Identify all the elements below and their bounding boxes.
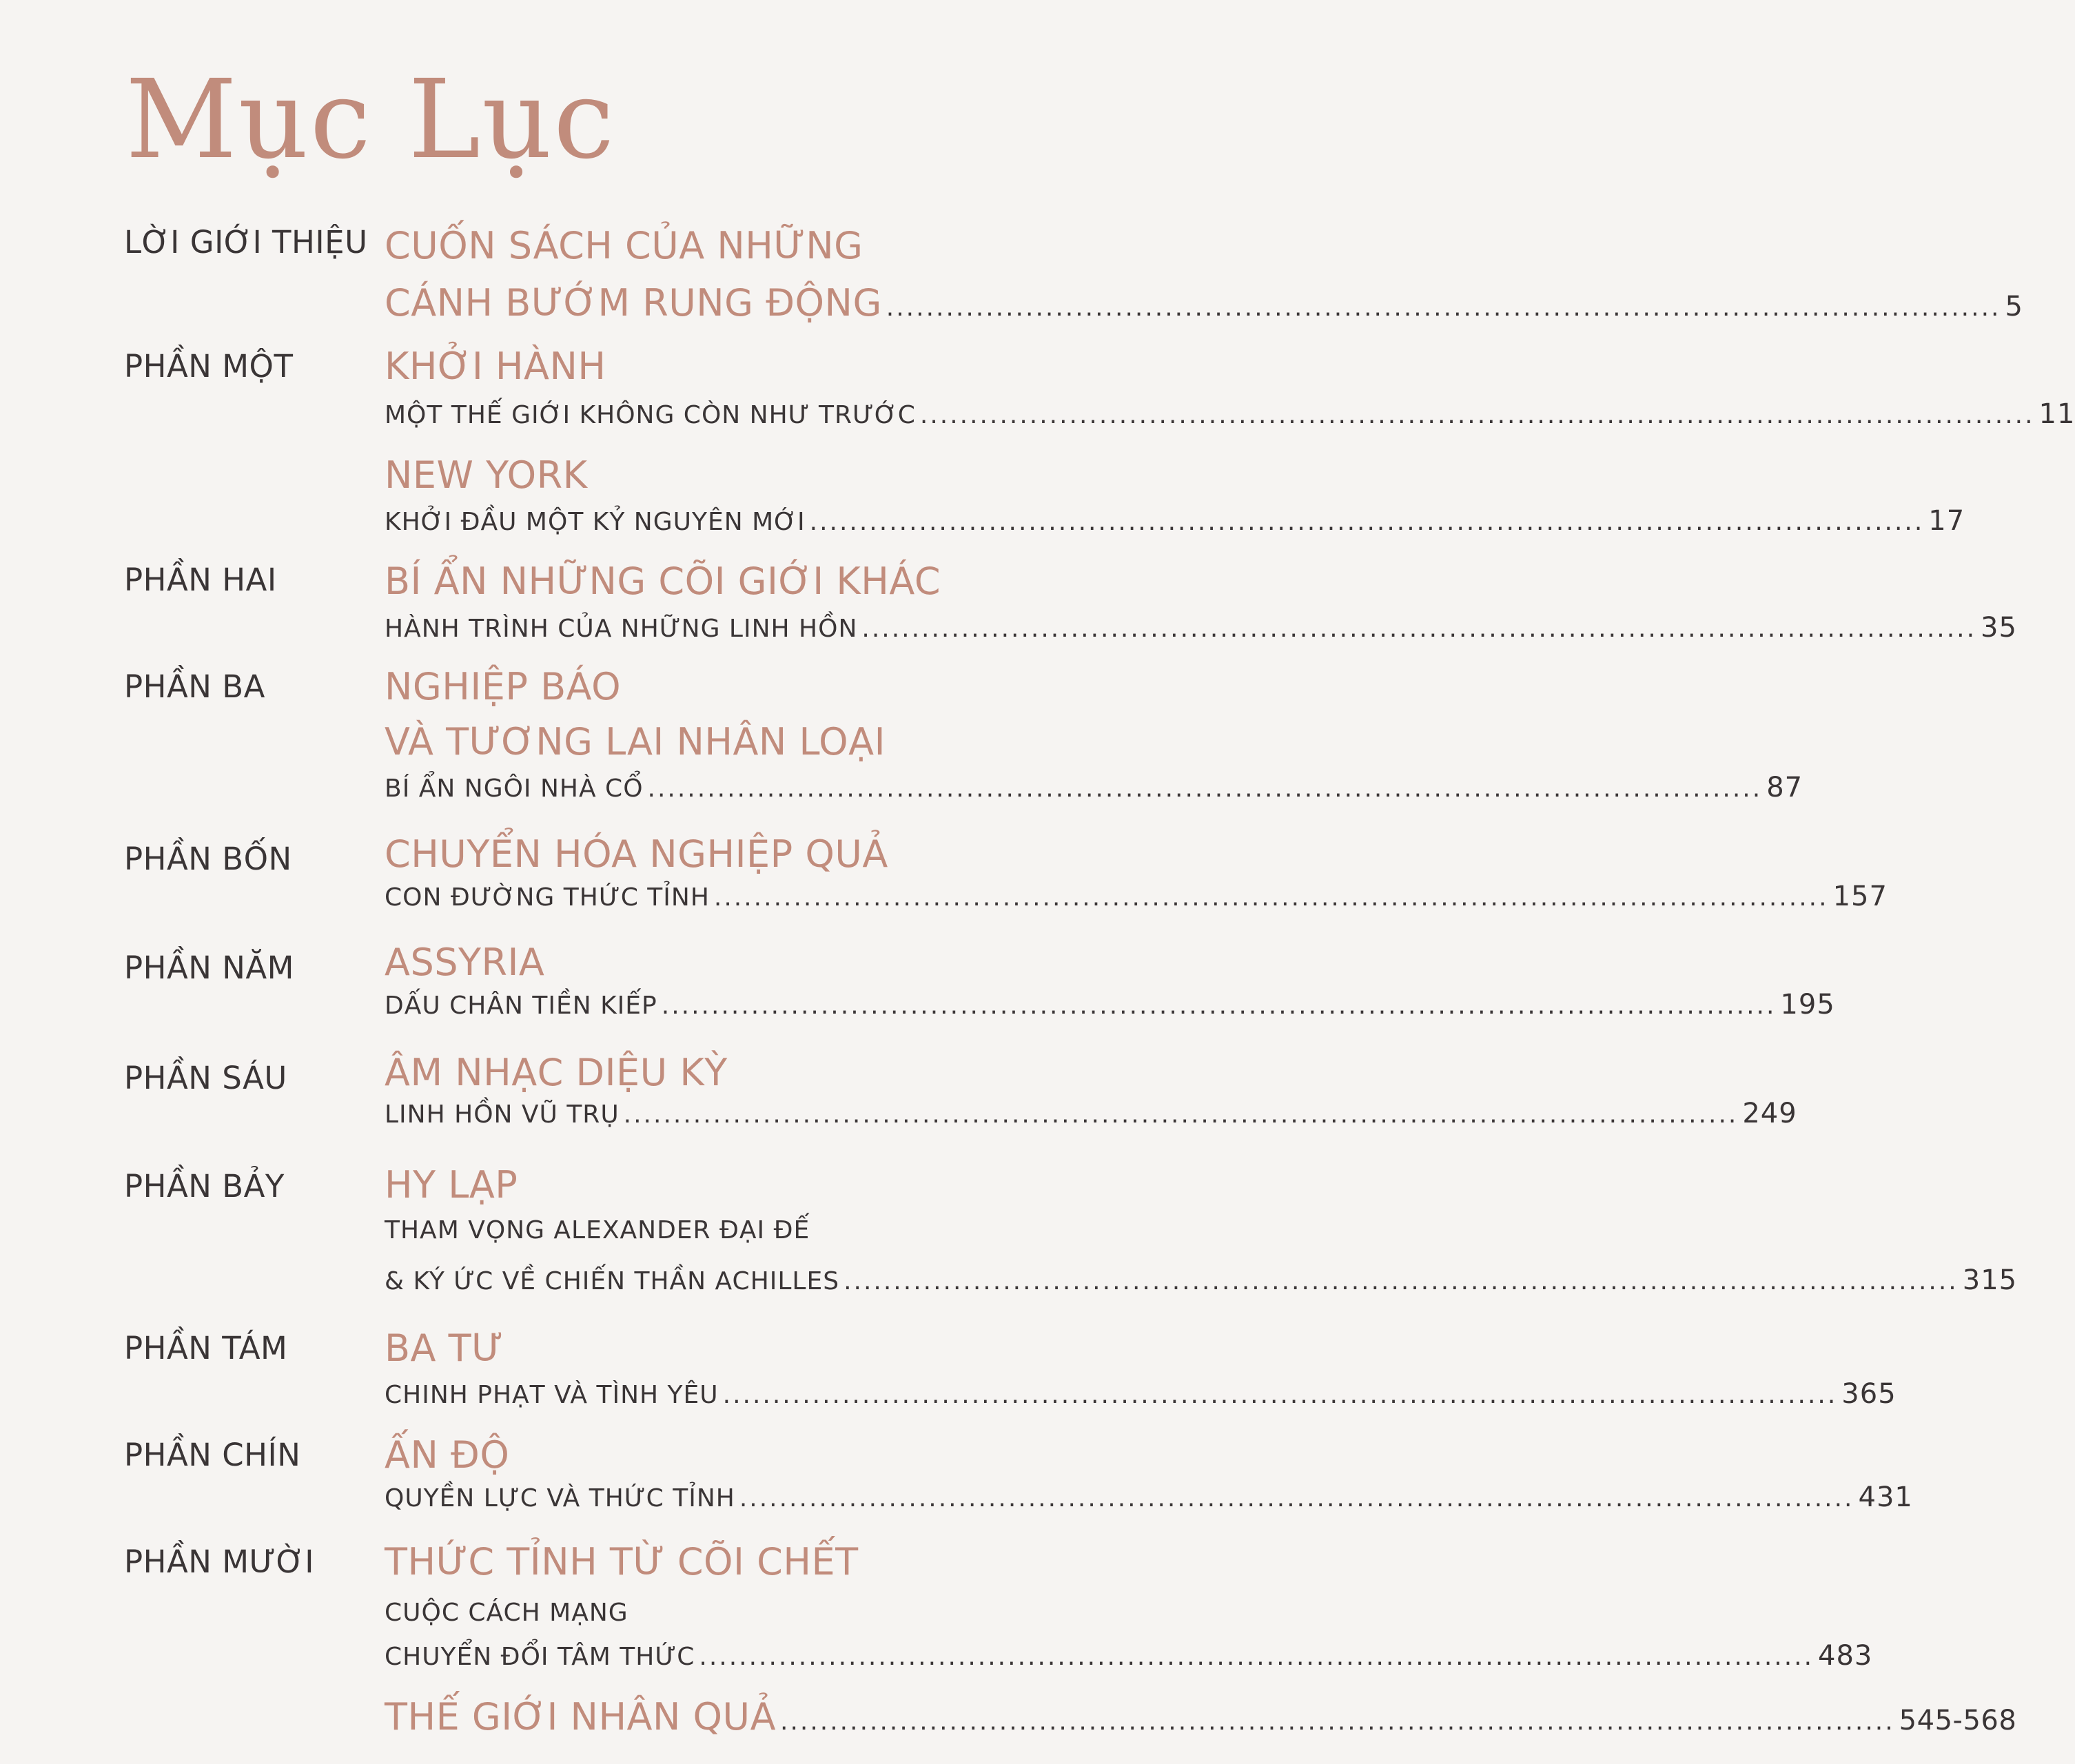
chapter-subtitle — [385, 1481, 1913, 1513]
page-number: 5 — [2005, 291, 2023, 322]
part-label: PHẦN SÁU — [124, 1060, 287, 1096]
page-number: 87 — [1766, 772, 1803, 803]
dot-leader: ................................................................................................................ — [699, 1643, 1815, 1671]
page-number: 157 — [1832, 881, 1888, 912]
dot-leader: ................................................................................................................ — [623, 1100, 1739, 1129]
chapter-subtitle-text: BÍ ẨN NGÔI NHÀ CỔ — [385, 775, 644, 803]
section-title-text: CÁNH BƯỚM RUNG ĐỘNG — [385, 281, 882, 325]
dot-leader: ................................................................................................................ — [722, 1381, 1838, 1409]
page-number: 249 — [1742, 1098, 1797, 1129]
leader-row — [385, 881, 1888, 912]
leader-row — [385, 1264, 2018, 1296]
page-number: 365 — [1841, 1378, 1897, 1410]
section-title: KHỞI HÀNH — [385, 345, 606, 388]
chapter-subtitle — [385, 398, 2075, 430]
section-title: VÀ TƯƠNG LAI NHÂN LOẠI — [385, 720, 886, 763]
leader-row — [385, 505, 1965, 537]
chapter-subtitle — [385, 989, 1835, 1021]
page-title: Mục Lục — [125, 57, 616, 183]
page-number: 431 — [1858, 1481, 1913, 1513]
part-label: PHẦN TÁM — [124, 1330, 288, 1366]
leader-row — [385, 1481, 1913, 1513]
part-label: PHẦN NĂM — [124, 950, 294, 986]
chapter-subtitle-text: LINH HỒN VŨ TRỤ — [385, 1100, 620, 1129]
chapter-subtitle — [385, 772, 1803, 803]
section-title: CUỐN SÁCH CỦA NHỮNG — [385, 224, 863, 267]
chapter-subtitle — [385, 1378, 1897, 1410]
section-title-text: THẾ GIỚI NHÂN QUẢ — [385, 1695, 777, 1739]
leader-row — [385, 772, 1803, 803]
part-label: PHẦN MƯỜI — [124, 1544, 315, 1580]
chapter-subtitle — [385, 505, 1965, 537]
chapter-subtitle — [385, 1264, 2018, 1296]
part-label: PHẦN MỘT — [124, 348, 294, 384]
section-title: HY LẠP — [385, 1163, 518, 1207]
chapter-subtitle — [385, 1098, 1797, 1129]
part-label: LỜI GIỚI THIỆU — [124, 224, 368, 260]
page-number: 483 — [1818, 1640, 1873, 1672]
section-title: NEW YORK — [385, 453, 588, 497]
dot-leader: ................................................................................................................ — [809, 508, 1925, 536]
part-label: PHẦN HAI — [124, 562, 277, 598]
page-number: 11 — [2038, 398, 2075, 430]
page-number: 17 — [1928, 505, 1965, 537]
dot-leader: ................................................................................................................ — [739, 1484, 1854, 1512]
section-title: CHUYỂN HÓA NGHIỆP QUẢ — [385, 832, 888, 876]
page-number: 35 — [1981, 612, 2017, 644]
chapter-subtitle-text: CON ĐƯỜNG THỨC TỈNH — [385, 883, 710, 912]
part-label: PHẦN BỐN — [124, 841, 292, 877]
leader-row — [385, 1378, 1897, 1410]
chapter-subtitle: THAM VỌNG ALEXANDER ĐẠI ĐẾ — [385, 1216, 810, 1244]
chapter-subtitle — [385, 881, 1888, 912]
section-title: ÂM NHẠC DIỆU KỲ — [385, 1051, 728, 1094]
chapter-subtitle — [385, 612, 2017, 644]
section-title: BA TƯ — [385, 1326, 504, 1370]
dot-leader: ................................................................................................................ — [713, 883, 1829, 912]
chapter-subtitle-text: HÀNH TRÌNH CỦA NHỮNG LINH HỒN — [385, 615, 858, 643]
page-number: 315 — [1962, 1264, 2018, 1296]
leader-row — [385, 1695, 2017, 1739]
chapter-subtitle-text: MỘT THẾ GIỚI KHÔNG CÒN NHƯ TRƯỚC — [385, 401, 916, 429]
dot-leader: ................................................................................................................ — [647, 775, 1763, 803]
part-label: PHẦN BA — [124, 668, 265, 705]
chapter-subtitle — [385, 1640, 1873, 1672]
dot-leader: ................................................................................................................ — [886, 294, 2001, 322]
page-number: 545-568 — [1899, 1705, 2017, 1736]
section-title: NGHIỆP BÁO — [385, 665, 622, 708]
dot-leader: ................................................................................................................ — [780, 1707, 1895, 1736]
dot-leader: ................................................................................................................ — [844, 1267, 1959, 1295]
leader-row — [385, 398, 2075, 430]
dot-leader: ................................................................................................................ — [661, 992, 1777, 1020]
section-title: ẤN ĐỘ — [385, 1433, 510, 1477]
dot-leader: ................................................................................................................ — [919, 401, 2035, 429]
section-title — [385, 281, 2023, 325]
chapter-subtitle-text: DẤU CHÂN TIỀN KIẾP — [385, 992, 657, 1020]
chapter-subtitle: CUỘC CÁCH MẠNG — [385, 1599, 628, 1627]
leader-row — [385, 612, 2017, 644]
page-number: 195 — [1780, 989, 1835, 1021]
leader-row — [385, 1640, 1873, 1672]
section-title: ASSYRIA — [385, 941, 545, 984]
dot-leader: ................................................................................................................ — [861, 615, 1977, 643]
part-label: PHẦN CHÍN — [124, 1437, 301, 1473]
chapter-subtitle-text: CHUYỂN ĐỔI TÂM THỨC — [385, 1643, 695, 1671]
section-title — [385, 1695, 2017, 1739]
chapter-subtitle-text: QUYỀN LỰC VÀ THỨC TỈNH — [385, 1484, 735, 1512]
chapter-subtitle-text: CHINH PHẠT VÀ TÌNH YÊU — [385, 1381, 719, 1409]
leader-row — [385, 1098, 1797, 1129]
chapter-subtitle-text: KHỞI ĐẦU MỘT KỶ NGUYÊN MỚI — [385, 508, 806, 536]
leader-row — [385, 989, 1835, 1021]
section-title: BÍ ẨN NHỮNG CÕI GIỚI KHÁC — [385, 560, 941, 603]
section-title: THỨC TỈNH TỪ CÕI CHẾT — [385, 1540, 859, 1583]
part-label: PHẦN BẢY — [124, 1168, 285, 1204]
chapter-subtitle-text: & KÝ ỨC VỀ CHIẾN THẦN ACHILLES — [385, 1267, 840, 1295]
leader-row — [385, 281, 2023, 325]
